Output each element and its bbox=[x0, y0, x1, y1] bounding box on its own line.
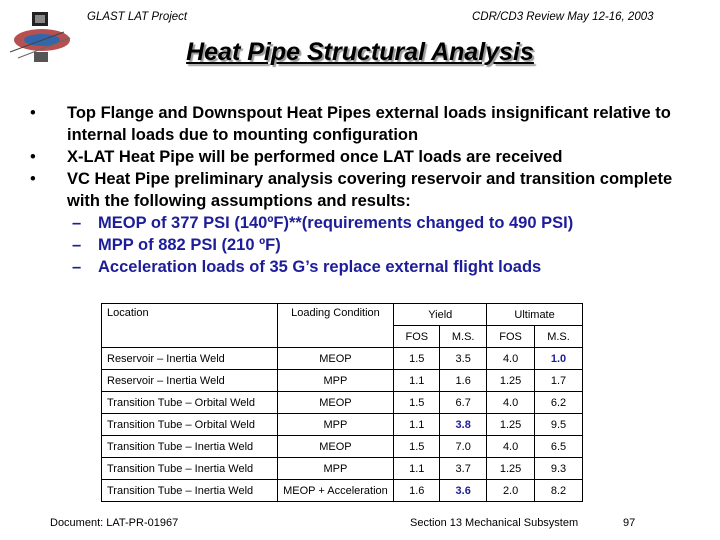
header-loading-condition: Loading Condition bbox=[277, 304, 394, 348]
cell-ult-fos: 4.0 bbox=[487, 392, 535, 414]
sub-bullet-item: – MEOP of 377 PSI (140ºF)**(requirements changed to 490 PSI) bbox=[72, 214, 574, 232]
cell-location: Transition Tube – Inertia Weld bbox=[102, 436, 278, 458]
cell-ult-ms: 6.2 bbox=[535, 392, 583, 414]
footer-page-number: 97 bbox=[623, 517, 636, 529]
cell-yield-ms: 1.6 bbox=[440, 370, 487, 392]
cell-yield-fos: 1.5 bbox=[394, 436, 440, 458]
cell-location: Reservoir – Inertia Weld bbox=[102, 348, 278, 370]
cell-yield-fos: 1.5 bbox=[394, 348, 440, 370]
cell-ult-ms: 6.5 bbox=[535, 436, 583, 458]
cell-ult-fos: 2.0 bbox=[487, 480, 535, 502]
cell-ult-ms: 8.2 bbox=[535, 480, 583, 502]
page-title: Heat Pipe Structural Analysis bbox=[186, 38, 534, 66]
cell-location: Transition Tube – Inertia Weld bbox=[102, 458, 278, 480]
cell-condition: MEOP bbox=[277, 392, 394, 414]
header-ultimate: Ultimate bbox=[487, 304, 583, 326]
cell-yield-ms: 3.7 bbox=[440, 458, 487, 480]
cell-yield-ms: 3.6 bbox=[440, 480, 487, 502]
table-row bbox=[102, 370, 583, 392]
cell-ult-fos: 1.25 bbox=[487, 458, 535, 480]
cell-yield-fos: 1.1 bbox=[394, 414, 440, 436]
cell-condition: MEOP + Acceleration bbox=[277, 480, 394, 502]
cell-location: Reservoir – Inertia Weld bbox=[102, 370, 278, 392]
cell-yield-ms: 7.0 bbox=[440, 436, 487, 458]
cell-condition: MEOP bbox=[277, 348, 394, 370]
table-row bbox=[102, 348, 583, 370]
table-row bbox=[102, 414, 583, 436]
cell-ult-fos: 4.0 bbox=[487, 436, 535, 458]
header-ultimate-ms: M.S. bbox=[535, 326, 583, 348]
cell-yield-fos: 1.1 bbox=[394, 458, 440, 480]
cell-yield-ms: 3.8 bbox=[440, 414, 487, 436]
cell-yield-fos: 1.5 bbox=[394, 392, 440, 414]
cell-ult-ms: 9.5 bbox=[535, 414, 583, 436]
header-yield: Yield bbox=[394, 304, 487, 326]
header-project: GLAST LAT Project bbox=[87, 11, 188, 23]
footer-document: Document: LAT-PR-01967 bbox=[50, 517, 179, 529]
footer-section: Section 13 Mechanical Subsystem bbox=[410, 517, 579, 529]
analysis-table bbox=[101, 303, 583, 502]
cell-yield-fos: 1.6 bbox=[394, 480, 440, 502]
bullet-list bbox=[30, 102, 700, 278]
cell-ult-fos: 4.0 bbox=[487, 348, 535, 370]
bullet-item: • X-LAT Heat Pipe will be performed once LAT loads are received bbox=[30, 148, 563, 166]
sub-bullet-item: – Acceleration loads of 35 G’s replace external flight loads bbox=[72, 258, 542, 276]
header-yield-fos: FOS bbox=[394, 326, 440, 348]
header-review: CDR/CD3 Review May 12-16, 2003 bbox=[472, 11, 654, 23]
sub-bullet-item: – MPP of 882 PSI (210 ºF) bbox=[72, 236, 281, 254]
bullet-item: • VC Heat Pipe preliminary analysis covering reservoir and transition complete with the following assumptions and results: bbox=[30, 170, 673, 210]
cell-location: Transition Tube – Orbital Weld bbox=[102, 414, 278, 436]
cell-yield-ms: 3.5 bbox=[440, 348, 487, 370]
cell-ult-fos: 1.25 bbox=[487, 370, 535, 392]
cell-ult-ms: 1.7 bbox=[535, 370, 583, 392]
cell-condition: MPP bbox=[277, 414, 394, 436]
bullet-item: • Top Flange and Downspout Heat Pipes external loads insignificant relative to internal loads due to mounting configuration bbox=[30, 104, 671, 144]
table-row bbox=[102, 436, 583, 458]
cell-condition: MPP bbox=[277, 458, 394, 480]
cell-condition: MPP bbox=[277, 370, 394, 392]
table-row bbox=[102, 392, 583, 414]
cell-ult-ms: 1.0 bbox=[535, 348, 583, 370]
table-header-row bbox=[102, 304, 583, 326]
table-row bbox=[102, 480, 583, 502]
cell-yield-fos: 1.1 bbox=[394, 370, 440, 392]
cell-location: Transition Tube – Orbital Weld bbox=[102, 392, 278, 414]
cell-location: Transition Tube – Inertia Weld bbox=[102, 480, 278, 502]
table-row bbox=[102, 458, 583, 480]
cell-ult-fos: 1.25 bbox=[487, 414, 535, 436]
header-location: Location bbox=[102, 304, 278, 348]
cell-yield-ms: 6.7 bbox=[440, 392, 487, 414]
header-ultimate-fos: FOS bbox=[487, 326, 535, 348]
cell-ult-ms: 9.3 bbox=[535, 458, 583, 480]
header-yield-ms: M.S. bbox=[440, 326, 487, 348]
cell-condition: MEOP bbox=[277, 436, 394, 458]
